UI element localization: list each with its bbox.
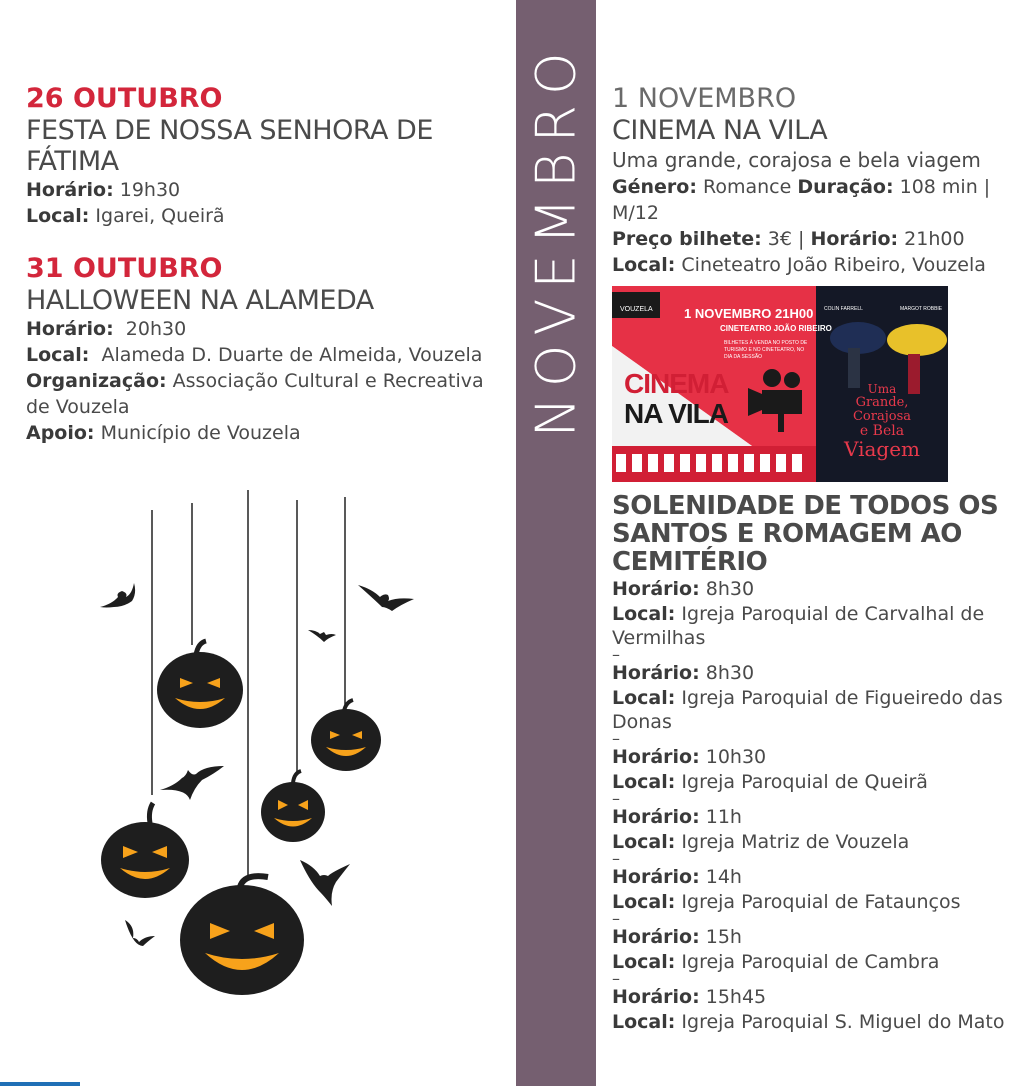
horario-label: Horário:: [612, 578, 700, 600]
event2-title: HALLOWEEN NA ALAMEDA: [26, 285, 374, 316]
horario-label: Horário:: [612, 986, 700, 1008]
event2-horario: [26, 316, 506, 342]
session-horario: [612, 660, 1012, 686]
pumpkin-icon: [311, 700, 381, 771]
horario-value: 10h30: [705, 746, 767, 768]
local-label: Local:: [612, 1011, 676, 1033]
local-value: Alameda D. Duarte de Almeida, Vouzela: [101, 344, 483, 366]
local-value: Igarei, Queirã: [95, 205, 225, 227]
pumpkin-icon: [157, 641, 243, 728]
preco-value: 3€ |: [767, 228, 805, 250]
right-column: [612, 83, 1012, 1034]
apoio-label: Apoio:: [26, 422, 95, 444]
month-band-label: NOVEMBRO: [524, 42, 588, 438]
apoio-value: Município de Vouzela: [100, 422, 301, 444]
pumpkin-icon: [261, 771, 325, 842]
session-separator: –: [612, 909, 620, 928]
local-value: Igreja Paroquial de Carvalhal de Vermilhas: [612, 603, 985, 649]
local-label: Local:: [612, 891, 676, 913]
duracao-label: Duração:: [797, 176, 894, 198]
local-value: Igreja Paroquial de Fataunços: [681, 891, 961, 913]
poster-brand: VOUZELA: [620, 306, 653, 313]
genero-value: Romance: [702, 176, 792, 198]
org-label: Organização:: [26, 370, 167, 392]
local-label: Local:: [612, 771, 676, 793]
poster-headline-2: NA VILA: [624, 398, 728, 429]
solenidade-title: SOLENIDADE DE TODOS OS SANTOS E ROMAGEM AO CEMITÉRIO: [612, 491, 999, 577]
session-local: [612, 830, 1012, 854]
horario-value: 21h00: [904, 228, 965, 250]
event1-horario: [26, 177, 506, 203]
pumpkin-icon: [101, 803, 189, 898]
horario-label: Horário:: [26, 179, 114, 201]
film-title-line: Corajosa: [852, 409, 912, 424]
bottom-accent: [0, 1082, 80, 1086]
november-date: 1 NOVEMBRO: [612, 83, 797, 114]
poster-date-time: 1 NOVEMBRO 21H00: [684, 306, 814, 321]
poster-headline-1: CINEMA: [624, 368, 729, 399]
event1-title: FESTA DE NOSSA SENHORA DE FÁTIMA: [26, 115, 433, 177]
local-value: Igreja Paroquial S. Miguel do Mato: [681, 1011, 1005, 1033]
local-label: Local:: [26, 344, 90, 366]
cinema-subtitle: Uma grande, corajosa e bela viagem: [612, 148, 981, 172]
event2-org: [26, 368, 506, 420]
cinema-genre: [612, 174, 1012, 226]
genero-label: Género:: [612, 176, 697, 198]
horario-value: 15h45: [705, 986, 767, 1008]
duracao-value: 108 min | M/12: [612, 176, 991, 224]
event2-local: [26, 342, 506, 368]
session-local: [612, 950, 1012, 974]
local-label: Local:: [612, 831, 676, 853]
cinema-poster: [612, 286, 948, 482]
event1-local: [26, 203, 506, 229]
session-local: [612, 1010, 1012, 1034]
session-list: [612, 576, 1012, 1034]
cinema-title: CINEMA NA VILA: [612, 115, 828, 146]
session-horario: [612, 924, 1012, 950]
local-value: Igreja Paroquial de Figueiredo das Donas: [612, 687, 1003, 733]
poster-note: BILHETES À VENDA NO POSTO DE TURISMO E NO CINETEATRO, NO DIA DA SESSÃO: [724, 340, 808, 360]
session-local: [612, 602, 1012, 650]
horario-value: 14h: [705, 866, 742, 888]
film-title-line: e Bela: [859, 423, 905, 439]
horario-value: 15h: [705, 926, 742, 948]
horario-label: Horário:: [26, 318, 114, 340]
horario-label: Horário:: [612, 926, 700, 948]
horario-value: 20h30: [125, 318, 187, 340]
horario-label: Horário:: [612, 662, 700, 684]
preco-label: Preço bilhete:: [612, 228, 762, 250]
event2-date: 31 OUTUBRO: [26, 253, 223, 284]
poster-venue: CINETEATRO JOÃO RIBEIRO: [720, 324, 832, 333]
session-separator: –: [612, 849, 620, 868]
horario-value: 8h30: [705, 662, 755, 684]
poster-actor-2: MARGOT ROBBIE: [900, 306, 943, 312]
local-label: Local:: [612, 951, 676, 973]
local-label: Local:: [612, 603, 676, 625]
event1-date: 26 OUTUBRO: [26, 83, 223, 114]
poster-actor-1: COLIN FARRELL: [824, 306, 863, 312]
session-horario: [612, 984, 1012, 1010]
local-label: Local:: [612, 254, 676, 276]
film-title-line: Viagem: [843, 437, 920, 461]
session-horario: [612, 744, 1012, 770]
left-column: [26, 83, 506, 446]
film-title-line: Grande,: [855, 395, 909, 410]
horario-value: 19h30: [119, 179, 181, 201]
session-horario: [612, 864, 1012, 890]
horario-label: Horário:: [612, 866, 700, 888]
org-value: Associação Cultural e Recreativa de Vouzela: [26, 370, 484, 418]
halloween-illustration: [90, 485, 430, 1005]
session-separator: –: [612, 729, 620, 748]
local-label: Local:: [612, 687, 676, 709]
session-local: [612, 686, 1012, 734]
horario-value: 8h30: [705, 578, 755, 600]
horario-value: 11h: [705, 806, 742, 828]
poster-film-title: [820, 382, 944, 460]
session-separator: –: [612, 645, 620, 664]
session-horario: [612, 576, 1012, 602]
local-value: Cineteatro João Ribeiro, Vouzela: [681, 254, 986, 276]
local-value: Igreja Paroquial de Queirã: [681, 771, 928, 793]
session-separator: –: [612, 789, 620, 808]
local-value: Igreja Matriz de Vouzela: [681, 831, 910, 853]
session-local: [612, 770, 1012, 794]
session-separator: –: [612, 969, 620, 988]
film-title-line: Uma: [867, 382, 897, 396]
horario-label: Horário:: [810, 228, 899, 250]
session-horario: [612, 804, 1012, 830]
horario-label: Horário:: [612, 746, 700, 768]
pumpkin-icon: [180, 876, 304, 995]
local-label: Local:: [26, 205, 90, 227]
cinema-price: [612, 226, 1012, 252]
horario-label: Horário:: [612, 806, 700, 828]
session-local: [612, 890, 1012, 914]
local-value: Igreja Paroquial de Cambra: [681, 951, 940, 973]
cinema-local: [612, 252, 1012, 278]
event2-apoio: [26, 420, 506, 446]
